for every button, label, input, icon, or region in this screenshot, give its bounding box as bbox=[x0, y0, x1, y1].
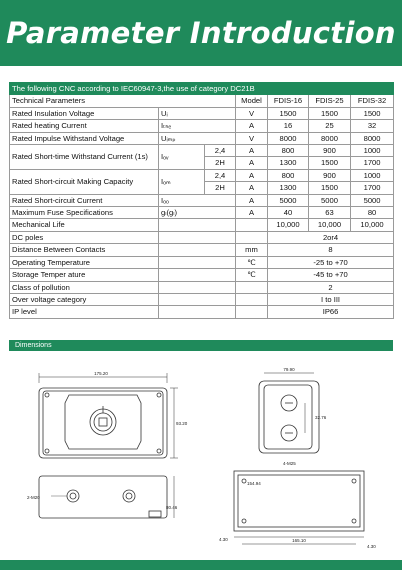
dim-side: 32.76 bbox=[315, 415, 327, 420]
table-column-row bbox=[10, 95, 394, 107]
param-value: 2or4 bbox=[268, 231, 394, 243]
param-unit: A bbox=[236, 194, 268, 206]
param-symbol bbox=[159, 256, 236, 268]
param-value: 32 bbox=[351, 120, 394, 132]
title-banner bbox=[0, 0, 402, 66]
param-unit: V bbox=[236, 107, 268, 119]
table-row bbox=[10, 306, 394, 318]
param-name: Rated Insulation Voltage bbox=[10, 107, 159, 119]
param-name: Distance Between Contacts bbox=[10, 244, 159, 256]
table-row bbox=[10, 169, 394, 181]
param-unit bbox=[236, 219, 268, 231]
param-name: IP level bbox=[10, 306, 159, 318]
param-unit: A bbox=[236, 182, 268, 194]
pole-config: 2,4 bbox=[205, 169, 236, 181]
param-name: Rated Impulse Withstand Voltage bbox=[10, 132, 159, 144]
param-symbol: Iₜₕₑ bbox=[159, 120, 236, 132]
param-value: 8000 bbox=[351, 132, 394, 144]
param-value: 25 bbox=[309, 120, 351, 132]
param-value: 16 bbox=[268, 120, 309, 132]
param-value: 1500 bbox=[309, 182, 351, 194]
param-value: 1300 bbox=[268, 182, 309, 194]
param-name: Over voltage category bbox=[10, 293, 159, 305]
dim-bottom-a: 154.94 bbox=[247, 481, 261, 486]
param-symbol bbox=[159, 269, 236, 281]
param-value: 900 bbox=[309, 145, 351, 157]
param-symbol: Uᵢ bbox=[159, 107, 236, 119]
table-row bbox=[10, 231, 394, 243]
param-value: 8000 bbox=[309, 132, 351, 144]
param-symbol bbox=[159, 219, 236, 231]
param-name: Operating Temperature bbox=[10, 256, 159, 268]
param-unit: A bbox=[236, 169, 268, 181]
param-value: 80 bbox=[351, 207, 394, 219]
dim-bottom-b: 165.10 bbox=[292, 538, 306, 543]
page-title: Parameter Introduction bbox=[6, 16, 396, 50]
param-value: 1700 bbox=[351, 157, 394, 169]
param-value: 10,000 bbox=[268, 219, 309, 231]
param-value: 2 bbox=[268, 281, 394, 293]
parameter-table-container bbox=[9, 82, 393, 319]
param-unit: A bbox=[236, 145, 268, 157]
column-header: FDIS-25 bbox=[309, 95, 351, 107]
param-unit: A bbox=[236, 120, 268, 132]
param-symbol bbox=[159, 231, 236, 243]
table-row bbox=[10, 269, 394, 281]
param-value: 63 bbox=[309, 207, 351, 219]
dim-gland: 2-M20 bbox=[27, 495, 40, 500]
param-value: 10,000 bbox=[351, 219, 394, 231]
pole-config: 2,4 bbox=[205, 145, 236, 157]
dim-bottom-right: 4.30 bbox=[367, 544, 376, 549]
table-row bbox=[10, 281, 394, 293]
param-name: Rated Short-time Withstand Current (1s) bbox=[10, 145, 159, 170]
table-row bbox=[10, 256, 394, 268]
dimensions-drawing bbox=[9, 351, 393, 561]
dim-bottom-left: 4.30 bbox=[219, 537, 228, 542]
param-value: 5000 bbox=[309, 194, 351, 206]
param-value: 1000 bbox=[351, 145, 394, 157]
param-unit bbox=[236, 281, 268, 293]
param-unit: A bbox=[236, 157, 268, 169]
table-row bbox=[10, 194, 394, 206]
param-value: 1300 bbox=[268, 157, 309, 169]
column-header: Model bbox=[236, 95, 268, 107]
param-symbol: Iₒₒ bbox=[159, 194, 236, 206]
column-header: FDIS-32 bbox=[351, 95, 394, 107]
param-value: -25 to +70 bbox=[268, 256, 394, 268]
param-value: 1700 bbox=[351, 182, 394, 194]
param-value: 10,000 bbox=[309, 219, 351, 231]
table-header-note-row bbox=[10, 83, 394, 95]
param-unit bbox=[236, 293, 268, 305]
table-row bbox=[10, 120, 394, 132]
param-name: Class of pollution bbox=[10, 281, 159, 293]
dim-width-side: 79.90 bbox=[283, 367, 295, 372]
param-unit: ℃ bbox=[236, 269, 268, 281]
param-value: 1000 bbox=[351, 169, 394, 181]
param-unit: V bbox=[236, 132, 268, 144]
param-symbol bbox=[159, 281, 236, 293]
table-row bbox=[10, 132, 394, 144]
param-value: 1500 bbox=[268, 107, 309, 119]
param-unit bbox=[236, 306, 268, 318]
param-value: 800 bbox=[268, 169, 309, 181]
param-value: 5000 bbox=[351, 194, 394, 206]
param-symbol: Uᵢₘₚ bbox=[159, 132, 236, 144]
param-name: DC poles bbox=[10, 231, 159, 243]
param-value: 8000 bbox=[268, 132, 309, 144]
dim-width-top: 175.20 bbox=[94, 371, 108, 376]
bottom-bar bbox=[0, 560, 402, 570]
table-row bbox=[10, 145, 394, 157]
param-unit bbox=[236, 231, 268, 243]
param-value: 800 bbox=[268, 145, 309, 157]
table-row bbox=[10, 207, 394, 219]
param-name: Maximum Fuse Specifications bbox=[10, 207, 159, 219]
param-value: 1500 bbox=[351, 107, 394, 119]
param-symbol bbox=[159, 306, 236, 318]
parameter-table bbox=[9, 82, 394, 319]
param-symbol: gₗ(gₗ) bbox=[159, 207, 236, 219]
pole-config: 2H bbox=[205, 182, 236, 194]
param-symbol bbox=[159, 244, 236, 256]
dim-side-gland: 4-M25 bbox=[283, 461, 296, 466]
param-value: 40 bbox=[268, 207, 309, 219]
table-row bbox=[10, 244, 394, 256]
param-value: 1500 bbox=[309, 157, 351, 169]
param-unit: mm bbox=[236, 244, 268, 256]
param-value: -45 to +70 bbox=[268, 269, 394, 281]
param-name: Rated Short-circuit Current bbox=[10, 194, 159, 206]
param-value: I to III bbox=[268, 293, 394, 305]
param-symbol: Iₒₘ bbox=[159, 169, 205, 194]
table-row bbox=[10, 219, 394, 231]
table-row bbox=[10, 293, 394, 305]
param-unit: ℃ bbox=[236, 256, 268, 268]
param-symbol: Iₒᵥ bbox=[159, 145, 205, 170]
dim-depth-side: 80.46 bbox=[166, 505, 178, 510]
param-name: Rated Short-circuit Making Capacity bbox=[10, 169, 159, 194]
column-header: Technical Parameters bbox=[10, 95, 236, 107]
param-value: 5000 bbox=[268, 194, 309, 206]
param-name: Storage Temper ature bbox=[10, 269, 159, 281]
param-value: 1500 bbox=[309, 107, 351, 119]
pole-config: 2H bbox=[205, 157, 236, 169]
dimensions-header: Dimensions bbox=[9, 340, 393, 351]
column-header: FDIS-16 bbox=[268, 95, 309, 107]
param-value: 8 bbox=[268, 244, 394, 256]
table-row bbox=[10, 107, 394, 119]
param-value: IP66 bbox=[268, 306, 394, 318]
param-value: 900 bbox=[309, 169, 351, 181]
param-unit: A bbox=[236, 207, 268, 219]
param-symbol bbox=[159, 293, 236, 305]
dim-height-front: 93.20 bbox=[176, 421, 188, 426]
table-header-note: The following CNC according to IEC60947-3,the use of category DC21B bbox=[10, 83, 394, 95]
param-name: Mechanical Life bbox=[10, 219, 159, 231]
param-name: Rated heating Current bbox=[10, 120, 159, 132]
